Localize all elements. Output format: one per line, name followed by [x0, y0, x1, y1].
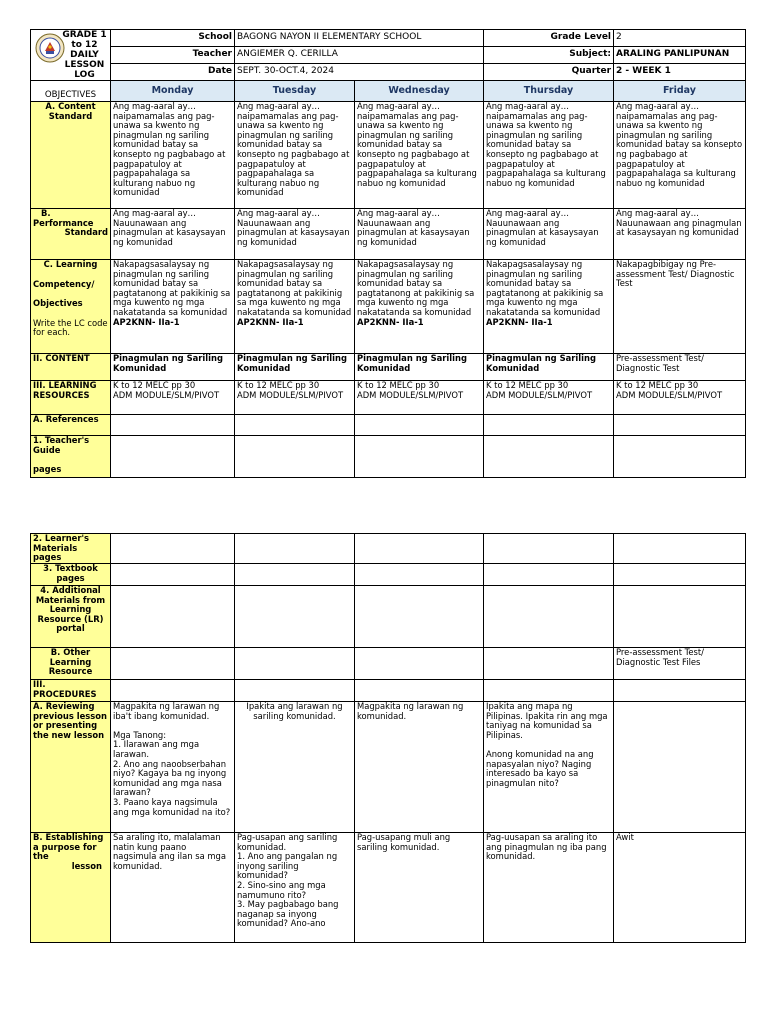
teacher-label: Teacher [111, 47, 235, 64]
performance-standard-wednesday: Ang mag-aaral ay… Nauunawaan ang pinagmulan at kasaysayan ng komunidad [355, 209, 484, 260]
references-monday [111, 415, 235, 436]
procedures-tuesday [235, 680, 355, 702]
other-learning-friday: Pre-assessment Test/ Diagnostic Test Files [614, 648, 746, 680]
procedures-thursday [484, 680, 614, 702]
establishing-friday: Awit [614, 833, 746, 943]
learners-materials-thursday [484, 534, 614, 564]
teachers-guide-monday [111, 436, 235, 478]
grade-block [31, 30, 111, 81]
additional-materials-label: 4. Additional Materials from Learning Resource (LR) portal [31, 586, 111, 648]
performance-standard-label [31, 209, 111, 260]
grade-level-label: Grade Level [484, 30, 614, 47]
textbook-pages-label: 3. Textbook pages [31, 564, 111, 586]
deped-seal-icon [35, 33, 65, 63]
reviewing-label: A. Reviewing previous lesson or presenting the new lesson [31, 702, 111, 833]
establishing-thursday: Pag-uusapan sa araling ito ang pinagmulan ng iba pang komunidad. [484, 833, 614, 943]
teachers-guide-label-2: pages [33, 464, 62, 475]
performance-standard-friday: Ang mag-aaral ay… Nauunawaan ang pinagmulan at kasaysayan ng komunidad [614, 209, 746, 260]
learning-resources-thursday: K to 12 MELC pp 30 ADM MODULE/SLM/PIVOT [484, 381, 614, 415]
learning-competency-friday [614, 260, 746, 354]
learning-resources-label: III. LEARNING RESOURCES [31, 381, 111, 415]
textbook-pages-tuesday [235, 564, 355, 586]
content-standard-thursday: Ang mag-aaral ay… naipamamalas ang pag-unawa sa kwento ng pinagmulan ng sariling komunidad batay sa konsepto ng pagbabago at pagpapatuloy at pagpapahalaga sa kulturang nabuo ng komunidad [484, 102, 614, 209]
learning-competency-text: Nakapagbibigay ng Pre-assessment Test/ Diagnostic Test [616, 259, 735, 289]
teachers-guide-thursday [484, 436, 614, 478]
performance-standard-monday: Ang mag-aaral ay… Nauunawaan ang pinagmulan at kasaysayan ng komunidad [111, 209, 235, 260]
additional-materials-monday [111, 586, 235, 648]
content-tuesday: Pinagmulan ng Sariling Komunidad [235, 354, 355, 381]
content-standard-label: A. Content Standard [31, 102, 111, 209]
references-label: A. References [31, 415, 111, 436]
learning-competency-text: Nakapagsasalaysay ng pinagmulan ng sariling komunidad batay sa pagtatanong at pakikinig sa mga kuwento ng mga nakatatanda sa komunidad [237, 259, 352, 317]
performance-standard-thursday: Ang mag-aaral ay… Nauunawaan ang pinagmulan at kasaysayan ng komunidad [484, 209, 614, 260]
performance-standard-tuesday: Ang mag-aaral ay… Nauunawaan ang pinagmulan at kasaysayan ng komunidad [235, 209, 355, 260]
day-header-wednesday: Wednesday [355, 81, 484, 102]
learning-competency-label-1: C. Learning [43, 259, 98, 269]
content-standard-wednesday: Ang mag-aaral ay… naipamamalas ang pag-unawa sa kwento ng pinagmulan ng sariling komunidad batay sa konsepto ng pagbabago at pagpapatuloy at pagpapahalaga sa kulturang nabuo ng komunidad [355, 102, 484, 209]
additional-materials-thursday [484, 586, 614, 648]
procedures-label: III. PROCEDURES [31, 680, 111, 702]
lc-code: AP2KNN- IIa-1 [237, 316, 304, 327]
content-thursday: Pinagmulan ng Sariling Komunidad [484, 354, 614, 381]
establishing-purpose-label-2: lesson [71, 860, 102, 871]
establishing-purpose-label [31, 833, 111, 943]
procedures-wednesday [355, 680, 484, 702]
subject-label: Subject: [484, 47, 614, 64]
learning-competency-monday [111, 260, 235, 354]
subject-value: ARALING PANLIPUNAN [614, 47, 746, 64]
learning-competency-thursday [484, 260, 614, 354]
establishing-monday: Sa araling ito, malalaman natin kung paano nagsimula ang ilan sa mga komunidad. [111, 833, 235, 943]
learning-resources-tuesday: K to 12 MELC pp 30 ADM MODULE/SLM/PIVOT [235, 381, 355, 415]
grade-level-value: 2 [614, 30, 746, 47]
learning-competency-tuesday [235, 260, 355, 354]
daily-lesson-log-table-page-1 [30, 29, 746, 478]
date-label: Date [111, 64, 235, 81]
content-standard-friday: Ang mag-aaral ay… naipamamalas ang pag-unawa sa kwento ng pinagmulan ng sariling komunidad batay sa konsepto ng pagbabago at pagpapatuloy at pagpapahalaga sa kulturang nabuo ng komunidad [614, 102, 746, 209]
other-learning-resource-label: B. Other Learning Resource [31, 648, 111, 680]
references-friday [614, 415, 746, 436]
other-learning-tuesday [235, 648, 355, 680]
doc-title-line-2: LOG [74, 70, 95, 80]
additional-materials-friday [614, 586, 746, 648]
learning-competency-label-3: Objectives [33, 298, 83, 309]
textbook-pages-friday [614, 564, 746, 586]
day-header-monday: Monday [111, 81, 235, 102]
learning-competency-text: Nakapagsasalaysay ng pinagmulan ng sariling komunidad batay sa pagtatanong at pakikinig sa mga kuwento ng mga nakatatanda sa komunidad [357, 259, 475, 317]
objectives-label: OBJECTIVES [31, 81, 111, 102]
learning-resources-friday: K to 12 MELC pp 30 ADM MODULE/SLM/PIVOT [614, 381, 746, 415]
lc-code: AP2KNN- IIa-1 [357, 316, 424, 327]
teachers-guide-tuesday [235, 436, 355, 478]
establishing-purpose-label-1: B. Establishing a purpose for the [33, 832, 104, 862]
day-header-thursday: Thursday [484, 81, 614, 102]
textbook-pages-wednesday [355, 564, 484, 586]
performance-standard-label-3: Standard [64, 227, 108, 238]
learners-materials-wednesday [355, 534, 484, 564]
learning-resources-monday: K to 12 MELC pp 30 ADM MODULE/SLM/PIVOT [111, 381, 235, 415]
procedures-friday [614, 680, 746, 702]
other-learning-thursday [484, 648, 614, 680]
teachers-guide-label-1: 1. Teacher's Guide [33, 435, 90, 455]
day-header-tuesday: Tuesday [235, 81, 355, 102]
performance-standard-label-2: Performance [33, 217, 94, 228]
learners-materials-friday [614, 534, 746, 564]
content-wednesday: Pinagmulan ng Sariling Komunidad [355, 354, 484, 381]
lc-code: AP2KNN- IIa-1 [113, 316, 180, 327]
textbook-pages-thursday [484, 564, 614, 586]
reviewing-friday [614, 702, 746, 833]
performance-standard-label-1: B. [41, 208, 51, 218]
learners-materials-label: 2. Learner's Materials pages [31, 534, 111, 564]
reviewing-tuesday: Ipakita ang larawan ng sariling komunidad. [235, 702, 355, 833]
school-label: School [111, 30, 235, 47]
learning-competency-text: Nakapagsasalaysay ng pinagmulan ng sariling komunidad batay sa pagtatanong at pakikinig sa mga kuwento ng mga nakatatanda sa komunidad [486, 259, 604, 317]
lc-code: AP2KNN- IIa-1 [486, 316, 553, 327]
references-wednesday [355, 415, 484, 436]
learning-competency-text: Nakapagsasalaysay ng pinagmulan ng sariling komunidad batay sa pagtatanong at pakikinig sa mga kuwento ng mga nakatatanda sa komunidad [113, 259, 231, 317]
procedures-monday [111, 680, 235, 702]
content-friday: Pre-assessment Test/ Diagnostic Test [614, 354, 746, 381]
reviewing-monday: Magpakita ng larawan ng iba't ibang komunidad. Mga Tanong: 1. Ilarawan ang mga larawan. 2. Ano ang naoobserbahan niyo? Kagaya ba ng inyong komunidad ang mga nasa larawan? 3. Paano kaya nagsimula ang mga komunidad na ito? [111, 702, 235, 833]
teacher-value: ANGIEMER Q. CERILLA [235, 47, 484, 64]
grade-range: GRADE 1 to 12 [62, 30, 107, 50]
learning-competency-wednesday [355, 260, 484, 354]
additional-materials-wednesday [355, 586, 484, 648]
learning-competency-label [31, 260, 111, 354]
learners-materials-monday [111, 534, 235, 564]
teachers-guide-friday [614, 436, 746, 478]
learners-materials-tuesday [235, 534, 355, 564]
reviewing-thursday: Ipakita ang mapa ng Pilipinas. Ipakita rin ang mga taniyag na komunidad sa Pilipinas. Anong komunidad na ang napasyalan niyo? Naging interesado ba kayo sa pinagmulan nito? [484, 702, 614, 833]
establishing-wednesday: Pag-usapang muli ang sariling komunidad. [355, 833, 484, 943]
day-header-friday: Friday [614, 81, 746, 102]
textbook-pages-monday [111, 564, 235, 586]
daily-lesson-log-table-page-2 [30, 533, 746, 943]
doc-title-line-1: DAILY LESSON [64, 50, 105, 70]
additional-materials-tuesday [235, 586, 355, 648]
quarter-label: Quarter [484, 64, 614, 81]
learning-resources-wednesday: K to 12 MELC pp 30 ADM MODULE/SLM/PIVOT [355, 381, 484, 415]
content-standard-monday: Ang mag-aaral ay… naipamamalas ang pag-unawa sa kwento ng pinagmulan ng sariling komunidad batay sa konsepto ng pagbabago at pagpapatuloy at pagpapahalaga sa kulturang nabuo ng komunidad [111, 102, 235, 209]
other-learning-monday [111, 648, 235, 680]
reviewing-wednesday: Magpakita ng larawan ng komunidad. [355, 702, 484, 833]
learning-competency-label-2: Competency/ [33, 278, 95, 289]
date-value: SEPT. 30-OCT.4, 2024 [235, 64, 484, 81]
establishing-tuesday: Pag-usapan ang sariling komunidad. 1. Ano ang pangalan ng inyong sariling komunidad? 2. Sino-sino ang mga namumuno rito? 3. May pagbabago bang naganap sa inyong komunidad? Ano-ano [235, 833, 355, 943]
content-label: II. CONTENT [31, 354, 111, 381]
teachers-guide-wednesday [355, 436, 484, 478]
references-thursday [484, 415, 614, 436]
content-monday: Pinagmulan ng Sariling Komunidad [111, 354, 235, 381]
other-learning-wednesday [355, 648, 484, 680]
content-standard-tuesday: Ang mag-aaral ay… naipamamalas ang pag-unawa sa kwento ng pinagmulan ng sariling komunidad batay sa konsepto ng pagbabago at pagpapatuloy at pagpapahalaga sa kulturang nabuo ng komunidad [235, 102, 355, 209]
teachers-guide-label [31, 436, 111, 478]
quarter-value: 2 - WEEK 1 [614, 64, 746, 81]
school-value: BAGONG NAYON II ELEMENTARY SCHOOL [235, 30, 484, 47]
references-tuesday [235, 415, 355, 436]
lc-code-note: Write the LC code for each. [33, 317, 108, 338]
